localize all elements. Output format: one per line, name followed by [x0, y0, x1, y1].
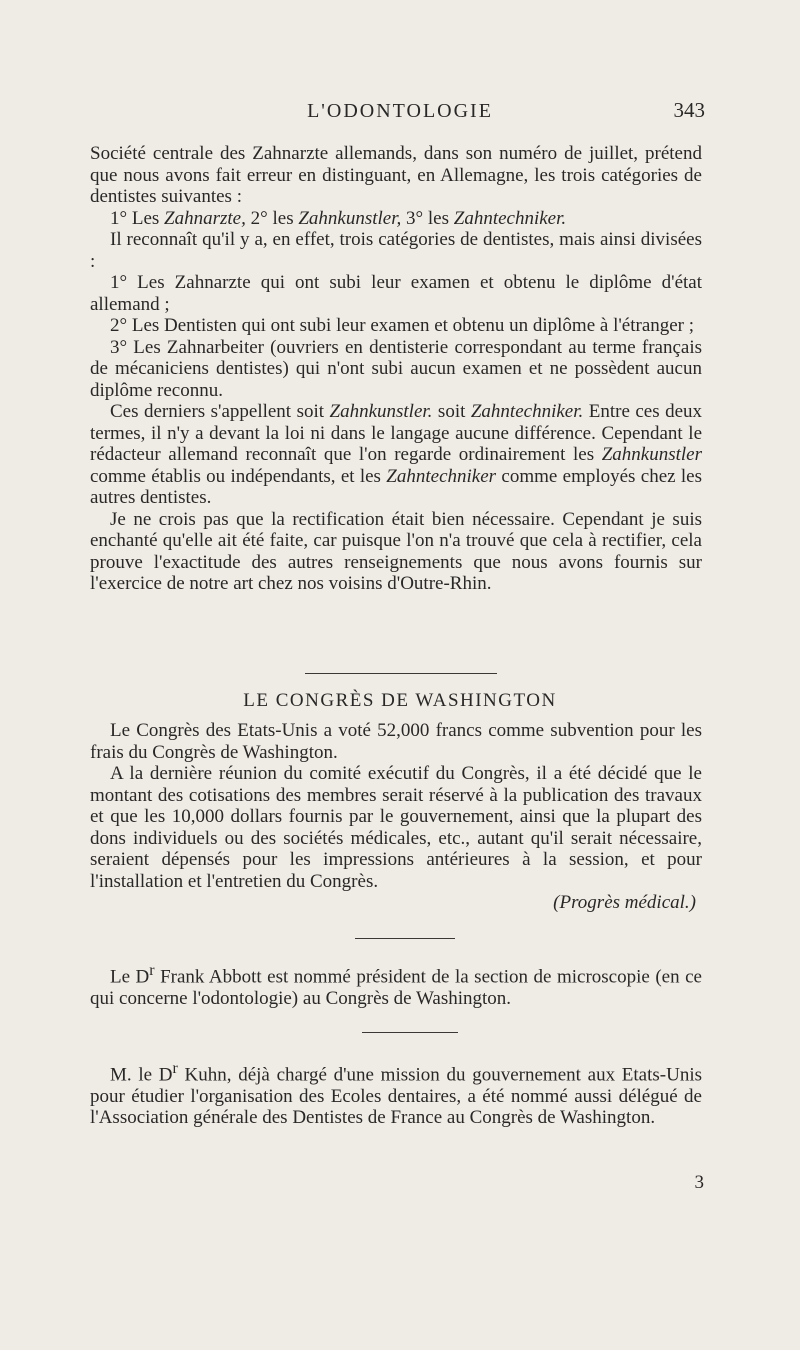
paragraph-zahnarzte: 1° Les Zahnarzte qui ont subi leur examen et obtenu le diplôme d'état allemand ; — [90, 272, 702, 315]
signature-mark: 3 — [694, 1172, 704, 1193]
paragraph-committee: A la dernière réunion du comité exécutif du Congrès, il a été décidé que le montant des cotisations des membres serait réservé à la publication des travaux et que les 10,000 dollars fournis par le gouvernement, ainsi que la plupart des dons individuels ou des sociétés médicales, etc., autant qu'il serait nécessaire, seraient dépensés pour les impressions antérieures à la session, et pour l'installation et l'entretien du Congrès. — [90, 763, 702, 892]
paragraph-terms: Ces derniers s'appellent soit Zahnkunstler. soit Zahntechniker. Entre ces deux termes, il n'y a devant la loi ni dans le langage aucune différence. Cependant le rédacteur allemand reconnaît que l'on regarde ordinairement les Zahnkunstler comme établis ou indépendants, et les Zahntechniker comme employés chez les autres dentistes. — [90, 401, 703, 508]
paragraph-abbott: Le $D^r$ Frank Abbott est nommé président de la section de microscopie (en ce qui concerne l'odontologie) au Congrès de Washington. — [90, 962, 702, 1009]
paragraph-kuhn: M. le $D^r$ Kuhn, déjà chargé d'une mission du gouvernement aux Etats-Unis pour étudier l'organisation des Ecoles dentaires, a été nommé aussi délégué de l'Association générale des Dentistes de France au Congrès de Washington. — [90, 1060, 703, 1129]
paragraph-dentisten: 2° Les Dentisten qui ont subi leur examen et obtenu un diplôme à l'étranger ; — [110, 315, 695, 336]
paragraph-intro: Société centrale des Zahnarzte allemands, dans son numéro de juillet, prétend que nous avons fait erreur en distinguant, en Allemagne, les trois catégories de dentistes suivantes : — [90, 143, 702, 207]
notice-abbott — [90, 960, 702, 1009]
paragraph-conclusion: Je ne crois pas que la rectification était bien nécessaire. Cependant je suis enchanté qu'elle ait été faite, car puisque l'on n'a trouvé que cela à rectifier, cela prouve l'exactitude des autres renseignements que nous avons fournis sur l'exercice de notre art chez nos voisins d'Outre-Rhin. — [90, 508, 702, 594]
source-attribution: (Progrès médical.) — [553, 892, 696, 913]
paragraph-subvention: Le Congrès des Etats-Unis a voté 52,000 francs comme subvention pour les frais du Congrès de Washington. — [90, 720, 702, 763]
section-divider — [305, 673, 497, 674]
notice-divider-2 — [362, 1032, 458, 1033]
article-german-dentists — [90, 143, 702, 595]
paragraph-recognition: Il reconnaît qu'il y a, en effet, trois catégories de dentistes, mais ainsi divisées : — [90, 229, 702, 272]
paragraph-zahnarbeiter: 3° Les Zahnarbeiter (ouvriers en dentisterie correspondant au terme français de mécaniciens dentistes) qui n'ont subi aucun examen et ne possèdent aucun diplôme reconnu. — [90, 336, 702, 401]
running-head — [90, 100, 710, 130]
notice-kuhn — [90, 1058, 702, 1129]
journal-title: L'ODONTOLOGIE — [307, 100, 493, 122]
paragraph-categories: 1° Les Zahnarzte, 2° les Zahnkunstler, 3° les Zahntechniker. — [110, 207, 567, 229]
section-title: LE CONGRÈS DE WASHINGTON — [243, 690, 557, 711]
article-congress — [90, 720, 702, 914]
notice-divider — [355, 938, 455, 939]
page-number: 343 — [673, 98, 705, 122]
